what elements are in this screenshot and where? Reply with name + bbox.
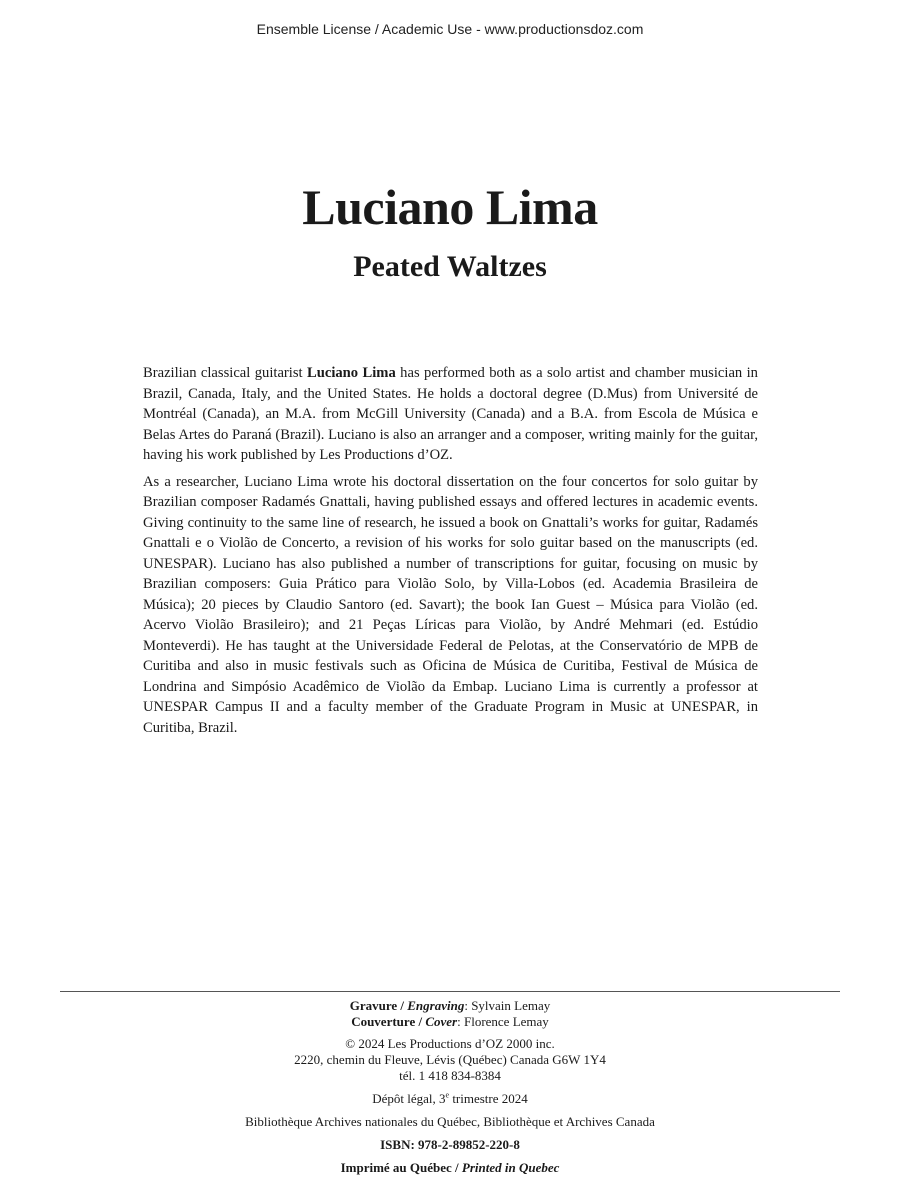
legal-deposit-prefix: Dépôt légal, 3 bbox=[372, 1091, 446, 1106]
isbn-text: ISBN: 978-2-89852-220-8 bbox=[380, 1137, 520, 1152]
engraving-label-fr: Gravure / bbox=[349, 998, 408, 1013]
biography bbox=[143, 363, 758, 744]
copyright: © 2024 Les Productions d’OZ 2000 inc. bbox=[345, 1036, 555, 1051]
bio-intro-rest: has performed both as a solo artist and chamber musician in Brazil, Canada, Italy, and the United States. He holds a doctoral degree (D.Mus) from Université de Montréal (Canada), an M.A. from McGill University (Canada) and a B.A. from Escola de Música e Belas Artes do Paraná (Brazil). Luciano is also an arranger and a composer, writing mainly for the guitar, having his work published by Les Productions d’OZ. bbox=[143, 365, 758, 463]
engraving-label-en: Engraving bbox=[407, 998, 465, 1013]
credits-block bbox=[0, 998, 900, 1176]
engraving-name: : Sylvain Lemay bbox=[464, 998, 551, 1013]
isbn bbox=[0, 1137, 900, 1153]
bio-name: Luciano Lima bbox=[307, 365, 396, 381]
page-subtitle: Peated Waltzes bbox=[353, 250, 547, 283]
cover-credit bbox=[0, 1014, 900, 1030]
cover-name: : Florence Lemay bbox=[457, 1014, 549, 1029]
cover-label-en: Cover bbox=[425, 1014, 458, 1029]
footer-divider bbox=[60, 991, 840, 992]
license-header: Ensemble License / Academic Use - www.productionsdoz.com bbox=[256, 21, 644, 37]
cover-label-fr: Couverture / bbox=[351, 1014, 426, 1029]
legal-deposit-sup: e bbox=[445, 1090, 450, 1100]
page-title: Luciano Lima bbox=[302, 179, 598, 235]
legal-deposit-suffix: trimestre 2024 bbox=[449, 1091, 528, 1106]
phone: tél. 1 418 834-8384 bbox=[399, 1068, 501, 1083]
bio-intro: Brazilian classical guitarist bbox=[143, 365, 307, 381]
legal-deposit bbox=[0, 1091, 900, 1107]
libraries: Bibliothèque Archives nationales du Québec, Bibliothèque et Archives Canada bbox=[245, 1114, 655, 1129]
printed-en: Printed in Quebec bbox=[461, 1160, 560, 1175]
bio-paragraph-2: As a researcher, Luciano Lima wrote his doctoral dissertation on the four concertos for solo guitar by Brazilian composer Radamés Gnattali, having published essays and offered lectures in academic events. Giving continuity to the same line of research, he issued a book on Gnattali’s works for guitar, Radamés Gnattali e o Violão de Concerto, a revision of his works for solo guitar based on the manuscripts (ed. UNESPAR). Luciano has also published a number of transcriptions for guitar, focusing on music by Brazilian composers: Guia Prático para Violão Solo, by Villa-Lobos (ed. Academia Brasileira de Música); 20 pieces by Claudio Santoro (ed. Savart); the book Ian Guest – Música para Violão (ed. Acervo Violão Brasileiro); and 21 Peças Líricas para Violão, by André Mehmari (ed. Estúdio Monteverdi). He has taught at the Universidade Federal de Pelotas, at the Conservatório de MPB de Curitiba and also in music festivals such as Oficina de Música de Curitiba, Festival de Música de Londrina and Simpósio Acadêmico de Violão da Embap. Luciano Lima is currently a professor at UNESPAR Campus II and a faculty member of the Graduate Program in Music at UNESPAR, in Curitiba, Brazil. bbox=[143, 473, 758, 736]
printed-fr: Imprimé au Québec / bbox=[340, 1160, 462, 1175]
bio-paragraph-1 bbox=[143, 363, 758, 466]
address: 2220, chemin du Fleuve, Lévis (Québec) Canada G6W 1Y4 bbox=[294, 1052, 606, 1067]
engraving-credit bbox=[0, 998, 900, 1014]
printed-in bbox=[0, 1160, 900, 1176]
